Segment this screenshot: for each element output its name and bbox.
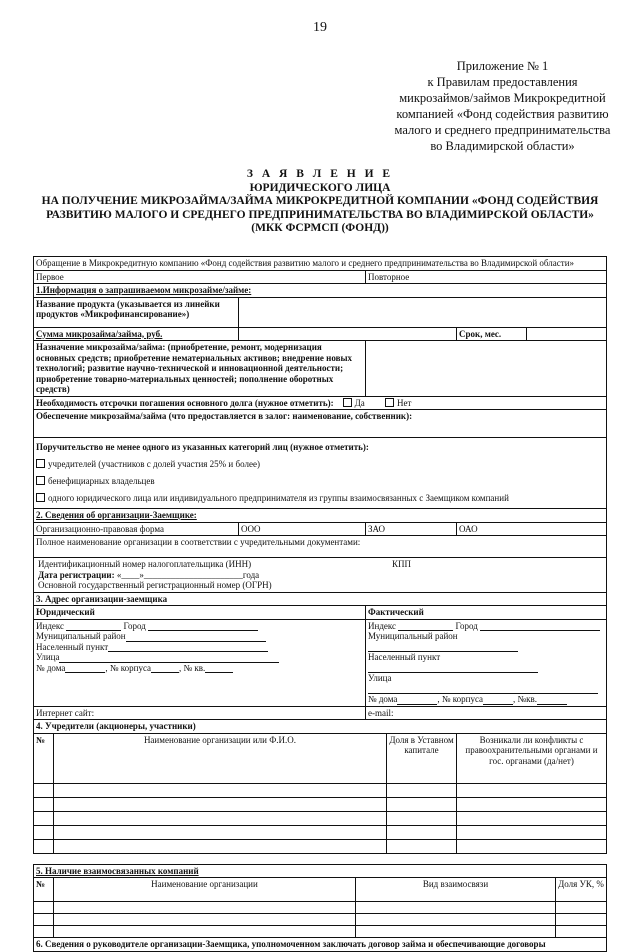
oao-option[interactable]: ОАО bbox=[457, 522, 607, 536]
appendix-line: малого и среднего предпринимательства bbox=[394, 123, 611, 137]
surety-block bbox=[34, 438, 607, 509]
building-label: № корпуса bbox=[441, 694, 484, 704]
building-label: № корпуса bbox=[109, 662, 152, 673]
col-org-header: Наименование организации bbox=[54, 878, 356, 902]
title-line: З А Я В Л Е Н И Е bbox=[246, 168, 394, 180]
legal-address bbox=[34, 619, 366, 706]
house-label: № дома bbox=[36, 662, 66, 673]
full-name-field[interactable] bbox=[34, 536, 607, 558]
collateral-label: Обеспечение микрозайма/займа (что предоставляется в залог: наименование, собственник): bbox=[36, 411, 413, 421]
legal-index-row[interactable] bbox=[36, 621, 363, 632]
actual-address bbox=[366, 619, 607, 706]
founders-table bbox=[33, 733, 607, 854]
col-conflict-header: Возникали ли конфликты с правоохранительными органами и гос. органами (да/нет) bbox=[457, 733, 607, 783]
amount-field[interactable] bbox=[239, 327, 457, 341]
id-block bbox=[34, 558, 607, 593]
reg-date-label: Дата регистрации: bbox=[38, 569, 115, 580]
surety-1-label: учредителей (участников с долей участия 25% и более) bbox=[48, 459, 260, 469]
deferral-yes-label: Да bbox=[354, 397, 365, 408]
actual-index-row[interactable] bbox=[368, 621, 604, 632]
city-label: Город bbox=[123, 620, 146, 631]
col-number-header: № bbox=[34, 878, 54, 902]
page-number: 19 bbox=[313, 20, 327, 35]
deferral-yes-checkbox[interactable] bbox=[343, 398, 352, 407]
section-3-title: 3. Адрес организации-заемщика bbox=[34, 592, 607, 606]
surety-1-checkbox[interactable] bbox=[36, 459, 45, 468]
product-name-label: Название продукта (указывается из линейки продуктов «Микрофинансирование») bbox=[34, 297, 239, 327]
actual-house-row[interactable]: № дома , № корпуса , №кв. bbox=[368, 694, 604, 705]
document-title bbox=[20, 168, 620, 236]
amount-label: Сумма микрозайма/займа, руб. bbox=[34, 327, 239, 341]
appendix-line: микрозаймов/займов Микрокредитной bbox=[399, 91, 606, 105]
title-line: ЮРИДИЧЕСКОГО ЛИЦА bbox=[249, 181, 391, 194]
table-row[interactable] bbox=[34, 825, 607, 839]
zao-option[interactable]: ЗАО bbox=[366, 522, 457, 536]
id-lines bbox=[36, 559, 604, 591]
district-label: Муниципальный район bbox=[368, 631, 458, 641]
house-label: № дома bbox=[368, 694, 398, 704]
surety-3-label: одного юридического лица или индивидуального предпринимателя из группы взаимосвязанных с Заемщиком компаний bbox=[48, 493, 509, 503]
kpp-label[interactable]: КПП bbox=[392, 559, 412, 569]
col-share-header: Доля в Уставном капитале bbox=[387, 733, 457, 783]
section-2-title: 2. Сведения об организации-Заемщике: bbox=[34, 509, 607, 523]
website-label: Интернет сайт: bbox=[36, 707, 95, 718]
legal-settlement-row[interactable] bbox=[36, 642, 363, 653]
index-label: Индекс bbox=[368, 620, 397, 631]
surety-2-label: бенефициарных владельцев bbox=[48, 476, 155, 486]
repeat-option[interactable]: Повторное bbox=[366, 270, 607, 284]
section-5-table bbox=[33, 864, 607, 952]
deferral-no-checkbox[interactable] bbox=[385, 398, 394, 407]
website-field[interactable] bbox=[34, 706, 366, 720]
title-line: (МКК ФСРМСП (ФОНД)) bbox=[251, 222, 389, 234]
table-row[interactable] bbox=[34, 914, 607, 926]
reg-date-template: «____»______________________года bbox=[116, 569, 260, 580]
appendix-line: во Владимирской области» bbox=[430, 139, 575, 153]
city-label: Город bbox=[455, 620, 478, 631]
table-row[interactable] bbox=[34, 926, 607, 938]
table-row[interactable] bbox=[34, 783, 607, 797]
purpose-label bbox=[34, 341, 366, 397]
surety-option bbox=[36, 456, 604, 473]
section-6-title: 6. Сведения о руководителе организации-Заемщика, уполномоченном заключать договор займа и обеспечивающие договоры bbox=[34, 938, 607, 952]
deferral-row bbox=[34, 396, 607, 410]
table-row[interactable] bbox=[34, 839, 607, 853]
appendix-line: к Правилам предоставления bbox=[427, 75, 578, 89]
appendix-line: Приложение № 1 bbox=[456, 59, 549, 73]
actual-settlement-row[interactable] bbox=[368, 652, 604, 673]
table-row[interactable] bbox=[34, 811, 607, 825]
actual-district-row[interactable] bbox=[368, 631, 604, 652]
section-5-title: 5. Наличие взаимосвязанных компаний bbox=[34, 864, 607, 878]
settlement-label: Населенный пункт bbox=[368, 652, 441, 662]
settlement-label: Населенный пункт bbox=[36, 641, 109, 652]
col-number-header: № bbox=[34, 733, 54, 783]
surety-option bbox=[36, 490, 604, 507]
street-label: Улица bbox=[368, 673, 392, 683]
legal-form-label: Организационно-правовая форма bbox=[34, 522, 239, 536]
actual-street-row[interactable] bbox=[368, 673, 604, 694]
product-name-field[interactable] bbox=[239, 297, 607, 327]
legal-street-row[interactable] bbox=[36, 652, 363, 663]
section-4-title: 4. Учредители (акционеры, участники) bbox=[34, 720, 607, 734]
reg-date-row[interactable] bbox=[36, 570, 604, 581]
title-line: РАЗВИТИЮ МАЛОГО И СРЕДНЕГО ПРЕДПРИНИМАТЕЛЬСТВА ВО ВЛАДИМИРСКОЙ ОБЛАСТИ» bbox=[46, 208, 594, 221]
actual-address-header: Фактический bbox=[366, 606, 607, 620]
application-form bbox=[33, 256, 606, 952]
email-label: e-mail: bbox=[368, 707, 394, 718]
appeal-text: Обращение в Микрокредитную компанию «Фонд содействия развитию малого и среднего предпринимательства во Владимирской области» bbox=[34, 257, 607, 271]
legal-district-row[interactable] bbox=[36, 631, 363, 642]
collateral-field[interactable] bbox=[34, 410, 607, 438]
col-org-name-header: Наименование организации или Ф.И.О. bbox=[54, 733, 387, 783]
district-label: Муниципальный район bbox=[36, 631, 126, 641]
surety-3-checkbox[interactable] bbox=[36, 493, 45, 502]
ooo-option[interactable]: ООО bbox=[239, 522, 366, 536]
form-table bbox=[33, 256, 607, 734]
first-option[interactable]: Первое bbox=[34, 270, 366, 284]
index-label: Индекс bbox=[36, 620, 65, 631]
surety-title: Поручительство не менее одного из указанных категорий лиц (нужное отметить): bbox=[36, 442, 369, 452]
email-field[interactable] bbox=[366, 706, 607, 720]
flat-label: № кв. bbox=[183, 662, 206, 673]
street-label: Улица bbox=[36, 652, 60, 662]
purpose-field[interactable] bbox=[366, 341, 607, 397]
table-row[interactable] bbox=[34, 902, 607, 914]
table-row[interactable] bbox=[34, 797, 607, 811]
surety-2-checkbox[interactable] bbox=[36, 476, 45, 485]
deferral-label: Необходимость отсрочки погашения основного долга (нужное отметить): bbox=[36, 397, 334, 408]
inn-label[interactable]: Идентификационный номер налогоплательщика (ИНН) bbox=[38, 559, 252, 569]
col-relation-header: Вид взаимосвязи bbox=[356, 878, 556, 902]
full-name-label: Полное наименование организации в соответствии с учредительными документами: bbox=[36, 537, 361, 547]
section-1-title: 1.Информация о запрашиваемом микрозайме/займе: bbox=[34, 284, 607, 298]
ogrn-label[interactable]: Основной государственный регистрационный номер (ОГРН) bbox=[38, 580, 272, 590]
purpose-text: Назначение микрозайма/займа: (приобретение, ремонт, модернизация основных средств; приобретение нематериальных активов; внедрение новых технологий; развитие научно-технической и инновационной деятельности; приобретение товарно-материальных ценностей; пополнение оборотных средств) bbox=[36, 342, 353, 394]
appendix-line: компанией «Фонд содействия развитию bbox=[396, 107, 609, 121]
term-field[interactable] bbox=[527, 327, 607, 341]
flat-label: №кв. bbox=[517, 694, 538, 704]
legal-house-row[interactable]: № дома , № корпуса , № кв. bbox=[36, 663, 363, 674]
deferral-no-label: Нет bbox=[397, 397, 412, 408]
surety-option bbox=[36, 473, 604, 490]
appendix-note bbox=[380, 58, 625, 154]
title-line: НА ПОЛУЧЕНИЕ МИКРОЗАЙМА/ЗАЙМА МИКРОКРЕДИТНОЙ КОМПАНИИ «ФОНД СОДЕЙСТВИЯ bbox=[41, 195, 599, 207]
col-share-uk-header: Доля УК, % bbox=[556, 878, 607, 902]
legal-address-header: Юридический bbox=[34, 606, 366, 620]
term-label: Срок, мес. bbox=[457, 327, 527, 341]
